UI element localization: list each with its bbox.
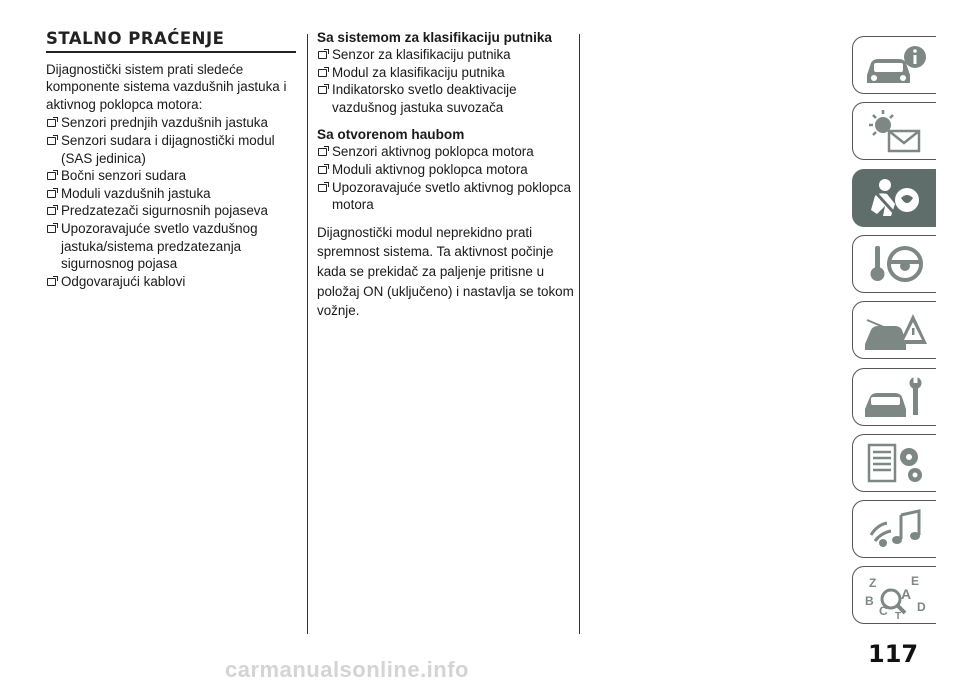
bullet-icon: [47, 278, 56, 286]
alphabetical-index-icon: [861, 571, 931, 621]
list-item: Moduli vazdušnih jastuka: [46, 185, 296, 203]
index-letter: E: [911, 574, 920, 588]
list-item: Upozoravajuće svetlo aktivnog poklopca motora: [317, 179, 579, 214]
warning-lights-mail-icon: [861, 107, 931, 157]
list-item: Odgovarajući kablovi: [46, 273, 296, 291]
subheading-classification: Sa sistemom za klasifikaciju putnika: [317, 30, 552, 45]
index-letter: A: [901, 586, 912, 602]
tab-multimedia[interactable]: [852, 500, 936, 558]
left-column: [46, 30, 296, 290]
multimedia-music-icon: [861, 505, 931, 555]
specs-list-gears-icon: [861, 439, 931, 489]
list-item: Senzor za klasifikaciju putnika: [317, 46, 579, 64]
bullet-icon: [318, 86, 327, 94]
tab-index[interactable]: [852, 566, 936, 624]
bullet-icon: [47, 207, 56, 215]
list-item: Modul za klasifikaciju putnika: [317, 64, 579, 82]
index-letter: B: [865, 594, 874, 608]
body-paragraph: Dijagnostički modul neprekidno prati spremnost sistema. Ta aktivnost počinje kada se prekidač za paljenje pritisne u položaj ON (uključeno) i nastavlja se tokom vožnje.: [317, 224, 574, 319]
column-divider: [307, 34, 308, 634]
section-title: STALNO PRAĆENJE: [46, 30, 296, 53]
list-item: Senzori aktivnog poklopca motora: [317, 143, 579, 161]
car-breakdown-warning-icon: [861, 306, 931, 356]
bullet-icon: [47, 172, 56, 180]
index-letter: C: [879, 604, 888, 618]
tab-maintenance[interactable]: [852, 368, 936, 426]
intro-paragraph: Dijagnostički sistem prati sledeće komponente sistema vazdušnih jastuka i aktivnog poklopca motora:: [46, 61, 287, 112]
seatbelt-airbag-icon: [861, 174, 931, 224]
bullet-icon: [318, 184, 327, 192]
list-item: Upozoravajuće svetlo vazdušnog jastuka/sistema predzatezanja sigurnosnog pojasa: [46, 220, 296, 273]
list-item: Predzatezači sigurnosnih pojaseva: [46, 202, 296, 220]
component-list: [46, 114, 296, 290]
list-item: Senzori sudara i dijagnostički modul (SAS jedinica): [46, 132, 296, 167]
tab-emergency[interactable]: [852, 301, 936, 359]
list-item: Senzori prednjih vazdušnih jastuka: [46, 114, 296, 132]
list-item: Moduli aktivnog poklopca motora: [317, 161, 579, 179]
index-letter: Z: [869, 576, 877, 590]
key-steering-wheel-icon: [861, 240, 931, 290]
tab-warning-lights[interactable]: [852, 102, 936, 160]
list-item: Bočni senzori sudara: [46, 167, 296, 185]
column-divider: [579, 34, 580, 634]
index-letter: T: [895, 611, 902, 621]
page-number: 117: [868, 640, 919, 668]
right-column: [317, 30, 579, 321]
bullet-icon: [318, 166, 327, 174]
watermark: carmanualsonline.info: [225, 657, 469, 682]
bullet-icon: [318, 148, 327, 156]
tab-starting-driving[interactable]: [852, 235, 936, 293]
bullet-icon: [47, 190, 56, 198]
bullet-icon: [47, 137, 56, 145]
car-maintenance-wrench-icon: [861, 373, 931, 423]
bullet-icon: [318, 69, 327, 77]
tab-safety[interactable]: [852, 169, 936, 227]
subheading-open-hood: Sa otvorenom haubom: [317, 127, 465, 143]
bullet-icon: [47, 119, 56, 127]
bullet-icon: [318, 51, 327, 59]
list-item: Indikatorsko svetlo deaktivacije vazdušnog jastuka suvozača: [317, 81, 579, 116]
index-letter: D: [917, 600, 926, 614]
bullet-icon: [47, 225, 56, 233]
tab-car-info[interactable]: [852, 36, 936, 94]
tab-technical-data[interactable]: [852, 434, 936, 492]
car-info-icon: [861, 41, 931, 91]
